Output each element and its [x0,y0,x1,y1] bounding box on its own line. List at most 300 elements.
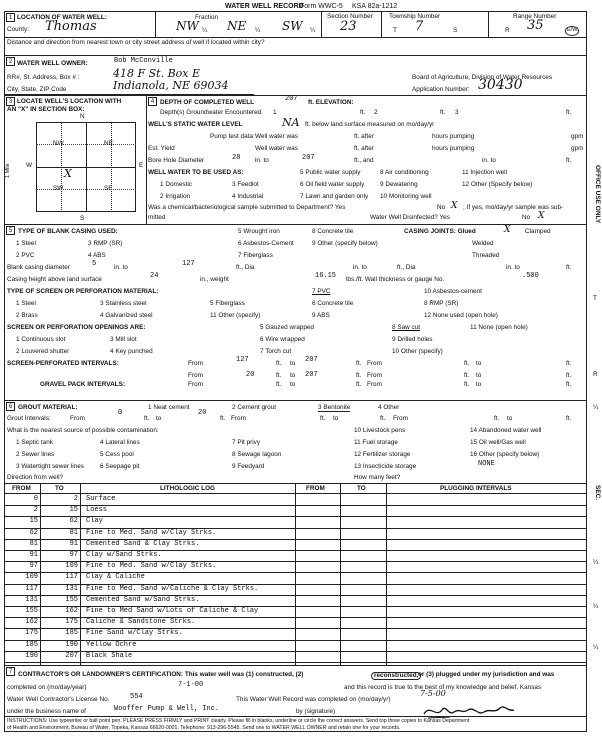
gw-1: 1 [273,109,277,116]
log-row-line [4,662,587,663]
screen-3[interactable]: 3 Stainless steel [100,300,147,307]
contam-16[interactable]: 16 Other (specify below) [470,451,540,458]
township-label: Township Number [389,13,441,20]
log-row-description[interactable]: Caliche & Sandstone Strks. [86,618,196,627]
gw-3: 3 [455,109,459,116]
use-5[interactable]: 5 Public water supply [300,169,361,176]
grout-label: GROUT MATERIAL: [18,404,78,411]
city-value[interactable]: Indianola, NE 69034 [113,79,229,92]
contam-11[interactable]: 11 Fuel storage [354,439,398,446]
grout-3-bentonite[interactable]: 3 Bentonite [318,404,351,411]
casing-4[interactable]: 4 ABS [88,252,106,259]
gi-to-label-3: to [507,415,513,422]
log-row-to[interactable]: 185 [65,629,78,638]
use-10[interactable]: 10 Monitoring well [380,193,432,200]
section-5-number: 5 [6,226,15,235]
use-label: WELL WATER TO BE USED AS: [148,169,244,176]
location-heading: LOCATION OF WATER WELL: [17,14,107,21]
use-8[interactable]: 8 Air conditioning [380,169,429,176]
log-row-from[interactable]: 0 [33,495,38,503]
spi-ft: ft. [566,360,572,367]
quarter-symbol: ¼ [202,27,208,34]
pump-test-label: Pump test data: [210,133,255,140]
spi-label: SCREEN-PERFORATED INTERVALS: [7,360,119,367]
spi-ft: ft. [464,372,470,379]
signature-label: by (signature) [296,708,336,715]
contam-14[interactable]: 14 Abandoned water well [470,427,542,434]
spi-from-value[interactable]: 127 [236,356,249,364]
license-label: Water Well Contractor's License No. [7,696,110,703]
opening-4[interactable]: 4 Key punched [110,348,153,355]
well-water-was: Well water was [255,145,298,152]
casing-to-value[interactable]: 127 [182,260,195,268]
range-label: Range Number [513,13,557,20]
ft-after: ft. after [354,145,374,152]
contam-15[interactable]: 15 Oil well/Gas well [470,439,526,446]
gp-from-value[interactable]: 20 [246,371,255,379]
spi-from-label-4: From [367,372,382,379]
distance-label: Distance and direction from nearest town or city street address of well if located within city? [7,39,265,46]
opening-1[interactable]: 1 Continuous slot [16,336,66,343]
hours-pumping: hours pumping [432,145,475,152]
opening-8[interactable]: 8 Saw cut [392,324,421,331]
instructions-line-1: INSTRUCTIONS: Use typewriter or ball point pen. PLEASE PRESS FIRMLY and PRINT clearly. Please fill in blanks, underline or circle the correct answers. Send top three copies to Kansas Department [7,718,470,724]
section-7-number: 7 [6,667,15,676]
depth-unit: ft. ELEVATION: [308,99,354,106]
static-tail: ft. below land surface measured on mo/day/yr [305,121,435,128]
log-row-description[interactable]: Fine to Med. Sand w/Caliche & Clay Strks. [86,584,259,593]
map-sw: SW [53,185,64,192]
well-water-was: Well water was [255,133,298,140]
chem-no: No [437,204,446,211]
gp-from-label: From [188,381,203,388]
gpm: gpm [571,133,584,140]
contam-1[interactable]: 1 Septic tank [16,439,53,446]
divider [155,11,156,37]
divider [295,483,296,665]
township-value[interactable]: 7 [415,19,424,34]
license-value[interactable]: 554 [130,693,143,701]
casing-1[interactable]: 1 Steel [16,240,36,247]
divider [80,483,81,665]
form-ksa: KSA 82a-1212 [352,3,398,10]
gp-to-value[interactable]: 207 [305,371,318,379]
margin-t: T [593,295,597,302]
quarter-symbol: ¼ [255,27,261,34]
gp-ft: ft. [276,381,282,388]
opening-5[interactable]: 5 Gauzed wrapped [260,324,315,331]
spi-ft: ft. [276,360,282,367]
contam-12[interactable]: 12 Fertilizer storage [354,451,411,458]
section-number-label: Section Number [327,13,373,20]
divider [4,55,587,56]
threaded[interactable]: Threaded [472,252,500,259]
contam-7[interactable]: 7 Pit privy [232,439,261,446]
screen-9[interactable]: 9 ABS [312,312,330,319]
use-1[interactable]: 1 Domestic [160,181,192,188]
screen-12[interactable]: 12 None used (open hole) [424,312,498,319]
township-t: T [393,27,397,34]
divider [4,224,587,225]
use-9[interactable]: 9 Dewatering [380,181,418,188]
use-6[interactable]: 6 Oil field water supply [300,181,365,188]
section-number-value[interactable]: 23 [340,19,357,34]
log-row-description[interactable]: Cemented Sand w/Sand Strks. [86,595,200,604]
gi-ft: ft. [380,415,386,422]
log-col-litho: LITHOLOGIC LOG [160,485,216,492]
log-row-from[interactable]: 190 [25,651,38,660]
gw-2: 2 [374,109,378,116]
casing-weight-label: in., weight [200,276,229,283]
divider [146,95,147,224]
casing-ft: ft. [566,264,572,271]
spi-from-label-3: From [188,372,203,379]
bore-to-value[interactable]: 207 [302,154,315,162]
screen-1[interactable]: 1 Steel [16,300,36,307]
casing-weight-unit: lbs./ft. Wall thickness or gauge No. [346,276,445,283]
log-row-from[interactable]: 15 [29,517,38,526]
gp-ft: ft. [464,381,470,388]
map-ne: NE [104,140,113,147]
gi-to-label-2: to [333,415,339,422]
depth-value[interactable]: 207 [285,95,298,103]
fraction-q1[interactable]: NW [176,19,199,33]
divider [36,144,136,145]
bore-value[interactable]: 28 [232,154,241,162]
log-row-to[interactable]: 2 [73,495,78,503]
log-row-description[interactable]: Cemented Sand & Clay Strks. [86,539,200,548]
owner-label: WATER WELL OWNER: [17,60,88,67]
casing-7[interactable]: 7 Fiberglass [238,252,273,259]
log-row-to[interactable]: 162 [65,607,78,615]
opening-11[interactable]: 11 None (open hole) [470,324,528,331]
margin-quarter: ¼ [593,644,599,651]
range-value[interactable]: 35 [527,18,544,33]
log-row-to[interactable]: 155 [65,595,78,604]
board-text: Board of Agriculture, Division of Water Resources [412,74,553,81]
opening-7[interactable]: 7 Torch cut [260,348,292,355]
divider [4,400,587,401]
range-ew[interactable]: E/W [565,26,579,36]
gi-ft: ft. [144,415,150,422]
casing-5[interactable]: 5 Wrought iron [238,228,280,235]
section-2-number: 2 [6,57,15,66]
static-label: WELL'S STATIC WATER LEVEL [148,121,243,128]
divider [36,189,136,190]
casing-3[interactable]: 3 RMP (SR) [88,240,123,247]
gi-from-value[interactable]: 0 [118,409,123,417]
casing-8[interactable]: 8 Concrete tile [312,228,354,235]
screen-4[interactable]: 4 Galvanized steel [100,312,153,319]
gi-from-label-3: From [393,415,408,422]
static-value[interactable]: NA [282,116,300,129]
divider [488,11,489,37]
log-col-from-2: FROM [306,485,325,492]
casing-height-value[interactable]: 24 [150,272,159,280]
gravel-label: GRAVEL PACK INTERVALS: [40,381,125,388]
divider [340,483,341,665]
use-7[interactable]: 7 Lawn and garden only [300,193,369,200]
log-row-description[interactable]: Fine Sand w/Clay Strks. [86,629,183,638]
log-row-to[interactable]: 15 [69,506,78,515]
certification-text-2: or (3) plugged under my jurisdiction and was [418,671,555,678]
screen-8[interactable]: 6 Concrete tile [312,300,354,307]
hours-pumping: hours pumping [432,133,475,140]
log-row-description[interactable]: Clay [86,517,103,526]
contam-2[interactable]: 2 Sewer lines [16,451,55,458]
log-row-to[interactable]: 62 [69,517,78,526]
log-row-from[interactable]: 175 [25,629,38,638]
locate-heading-1: LOCATE WELL'S LOCATION WITH [17,98,122,105]
map-nw: NW [53,140,64,147]
gi-from-label: From [70,415,85,422]
opening-10[interactable]: 10 Other (specify) [392,348,443,355]
log-row-to[interactable]: 190 [65,640,78,649]
chem-tail: ; If yes, mo/day/yr sample was sub- [463,204,564,211]
spi-to-label-3: to [290,372,296,379]
spi-to-label-2: to [476,360,482,367]
gi-to-value[interactable]: 20 [198,409,207,417]
contam-4[interactable]: 4 Lateral lines [100,439,140,446]
log-row-to[interactable]: 131 [65,584,78,593]
divider [61,122,62,212]
completed-value[interactable]: 7-1-00 [178,681,204,689]
log-col-to-2: TO [357,485,366,492]
log-row-to[interactable]: 117 [65,573,78,582]
screen-5[interactable]: 5 Fiberglass [210,300,245,307]
log-row-from[interactable]: 155 [25,607,38,615]
spi-ft: ft. [356,372,362,379]
joint-x[interactable]: X [504,225,511,235]
log-row-from[interactable]: 131 [25,595,38,604]
log-row-description[interactable]: Loess [86,506,108,515]
owner-value[interactable]: Bob McConville [114,57,173,65]
spi-to-value[interactable]: 207 [305,356,318,364]
gi-to-label: to [156,415,162,422]
contam-13[interactable]: 13 Insecticide storage [354,463,417,470]
chem-x[interactable]: X [451,201,458,211]
log-row-to[interactable]: 175 [65,618,78,627]
use-3[interactable]: 3 Feedlot [232,181,259,188]
casing-in-to: in. to [114,264,128,271]
application-label: Application Number: [412,86,470,93]
disinfected-x[interactable]: X [538,211,545,221]
opening-2[interactable]: 2 Louvered shutter [16,348,70,355]
map-east: E [139,162,144,169]
contam-8[interactable]: 8 Sewage lagoon [232,451,282,458]
locate-heading-2: AN "X" IN SECTION BOX: [7,106,85,113]
margin-quarter: ¼ [593,404,599,411]
sec-tab: SEC. [594,485,601,501]
log-row-from[interactable]: 162 [25,618,38,627]
log-row-from[interactable]: 97 [29,562,38,571]
casing-in-to: in. to [506,264,520,271]
log-row-from[interactable]: 81 [29,539,38,548]
log-col-from: FROM [12,485,31,492]
contam-9[interactable]: 9 Feedyard [232,463,265,470]
section-6-number: 6 [6,402,15,411]
log-row-description[interactable]: Black Shale [86,651,133,660]
township-s: S [453,27,458,34]
opening-3[interactable]: 3 Mill slot [110,336,137,343]
opening-6[interactable]: 6 Wire wrapped [260,336,305,343]
quarter-symbol: ¼ [310,27,316,34]
casing-gauge-value[interactable]: .500 [522,272,539,280]
log-row-from[interactable]: 109 [25,573,38,582]
gi-ft: ft. [320,415,326,422]
log-row-from[interactable]: 2 [33,506,38,515]
use-2[interactable]: 2 Irrigation [160,193,191,200]
log-row-description[interactable]: Yellow Ochre [86,640,137,649]
grout-1[interactable]: 1 Neat cement [148,404,190,411]
casing-6[interactable]: 6 Asbestos-Cement [238,240,294,247]
map-south: S [80,215,85,222]
map-west: W [26,162,33,169]
contam-other-value[interactable]: NONE [478,460,495,468]
instructions-line-2: of Health and Environment, Bureau of Water, Topeka, Kansas 66620-0001. Telephone: 913-296-5545. Send one to WATER WELL OWNER and retain one for your records. [7,725,401,731]
casing-diameter-label: Blank casing diameter [7,264,70,271]
fraction-label: Fraction [195,14,219,21]
use-4[interactable]: 4 Industrial [232,193,264,200]
gw-ft: ft. [440,109,446,116]
divider [36,167,136,168]
casing-weight-value[interactable]: 16.15 [315,272,337,280]
form-number: Form WWC-5 [300,3,343,10]
gp-ft: ft. [356,381,362,388]
casing-label: TYPE OF BLANK CASING USED: [18,228,118,235]
log-row-from[interactable]: 117 [25,584,38,593]
divider [386,483,387,665]
clamped[interactable]: Clamped [525,228,551,235]
gp-ft: ft. [566,381,572,388]
log-row-from[interactable]: 91 [29,551,38,559]
gw-ft: ft. [566,109,572,116]
spi-ft: ft. [276,372,282,379]
divider [4,716,587,717]
log-row-from[interactable]: 185 [25,640,38,649]
gi-ft: ft. [220,415,226,422]
casing-in-to: in. to [353,264,367,271]
log-row-from[interactable]: 62 [29,528,38,537]
contam-6[interactable]: 6 Seepage pit [100,463,140,470]
gp-to-label: to [290,381,296,388]
log-row-to[interactable]: 91 [69,539,78,548]
gp-from-label-2: From [367,381,382,388]
bore-ft-and: ft., and [354,157,374,164]
log-row-description[interactable]: Clay w/Sand Strks. [86,551,162,559]
divider [40,483,41,665]
contam-3[interactable]: 3 Watertight sewer lines [16,463,84,470]
gpm: gpm [571,145,584,152]
margin-quarter: ¼ [593,559,599,566]
log-row-description[interactable]: Fine to Med. Sand w/Clay Strks. [86,562,217,571]
certification-text: CONTRACTOR'S OR LANDOWNER'S CERTIFICATION: This water well was (1) constructed, (2) [18,671,304,678]
gi-from-label-2: From [231,415,246,422]
casing-dia: ft., Dia [397,264,416,271]
disinfected-no: No [522,214,531,221]
log-row-to[interactable]: 97 [69,551,78,559]
grout-2[interactable]: 2 Cement grout [232,404,277,411]
screen-7-pvc[interactable]: 7 PVC [312,288,331,295]
log-col-plugging: PLUGGING INTERVALS [440,485,512,492]
how-many-feet-label: How many feet? [354,474,401,481]
bore-ft: ft. [566,157,572,164]
use-11[interactable]: 11 Injection well [462,169,507,176]
bore-in-to-2: in. to [482,157,496,164]
completed-label: completed on (mo/day/year) [7,684,87,691]
screen-2[interactable]: 2 Brass [16,312,38,319]
margin-quarter: ¼ [593,603,599,610]
address-value[interactable]: 418 F St. Box E [113,67,201,80]
section-4-number: 4 [148,97,157,106]
log-row-description[interactable]: Fine to Med. Sand w/Clay Strks. [86,528,217,537]
depth-label: DEPTH OF COMPLETED WELL [160,99,255,106]
divider [111,122,112,212]
record-completed-value[interactable]: 7-5-00 [420,689,446,698]
form-title: WATER WELL RECORD [225,3,304,10]
ft-after: ft. after [354,133,374,140]
fraction-q2[interactable]: NE [227,19,247,33]
log-row-to[interactable]: 81 [69,528,78,537]
log-row-description[interactable]: Surface [86,495,116,503]
log-row-description[interactable]: Clay & Caliche [86,573,145,582]
casing-height-label: Casing height above land surface [7,276,102,283]
casing-dia: ft., Dia [236,264,255,271]
log-row-to[interactable]: 109 [65,562,78,571]
county-value[interactable]: Thomas [45,19,97,34]
business-label: under the business name of [7,708,86,715]
casing-9[interactable]: 9 Other (specify below) [312,240,378,247]
screen-6[interactable]: 11 Other (specify) [210,312,261,319]
fraction-q3[interactable]: SW [282,19,303,33]
reconstructed-circled[interactable]: reconstructed, [371,672,421,680]
spi-from-label-2: From [367,360,382,367]
screen-10[interactable]: 10 Asbestos-cement [424,288,482,295]
gi-ft: ft. [566,415,572,422]
address-label: RR#, St. Address, Box # : [7,74,80,81]
county-label: County: [7,26,30,33]
log-row-to[interactable]: 207 [65,651,78,660]
direction-label: Direction from well? [7,474,64,481]
divider [381,11,382,37]
record-completed-label: This Water Well Record was completed on (mo/day/yr) [236,696,391,703]
section-1-number: 1 [6,13,15,22]
log-row-description[interactable]: Fine to Med Sand w/Lots of Caliche & Clay [86,607,259,615]
groundwater-label: Depth(s) Groundwater Encountered [160,109,262,116]
chem-label: Was a chemical/bacteriological sample submitted to Department? Yes [148,204,346,211]
range-r: R [505,27,510,34]
spi-ft: ft. [464,360,470,367]
use-12[interactable]: 12 Other (Specify below) [462,181,533,188]
certification-text-3: and this record is true to the best of my knowledge and belief. Kansas [344,684,542,691]
casing-2[interactable]: 2 PVC [16,252,35,259]
log-col-to: TO [55,485,64,492]
welded[interactable]: Welded [472,240,494,247]
business-value[interactable]: Wooffer Pump & Well, Inc. [114,705,220,713]
divider [321,11,322,37]
application-value[interactable]: 30430 [478,77,523,93]
opening-9[interactable]: 9 Drilled holes [392,336,433,343]
divider [4,37,587,38]
map-well-mark: X [64,167,72,180]
spi-from-label: From [188,360,203,367]
screen-11[interactable]: 8 RMP (SR) [424,300,459,307]
contam-10[interactable]: 10 Livestock pens [354,427,406,434]
grout-4[interactable]: 4 Other [378,404,400,411]
contam-5[interactable]: 5 Cess pool [100,451,134,458]
est-yield: Est. Yield [148,145,175,152]
casing-diameter-value[interactable]: 5 [92,260,97,268]
